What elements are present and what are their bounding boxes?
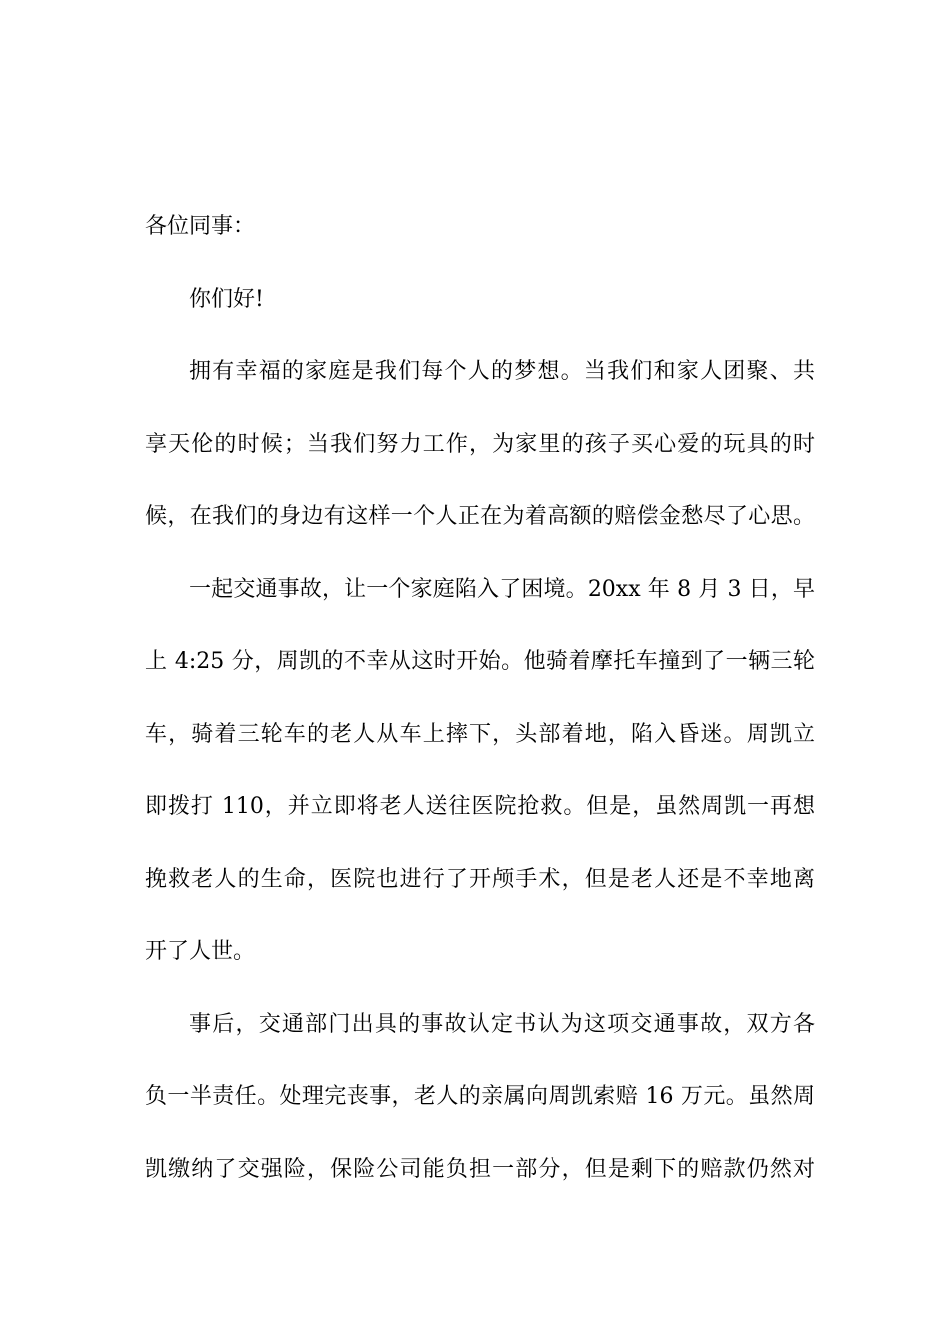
paragraph-line: 上 4:25 分，周凯的不幸从这时开始。他骑着摩托车撞到了一辆三轮: [145, 649, 815, 674]
salutation-line: 你们好!: [189, 286, 264, 312]
paragraph-line: 候，在我们的身边有这样一个人正在为着高额的赔偿金愁尽了心思。: [145, 504, 815, 529]
paragraph-line: 一起交通事故，让一个家庭陷入了困境。20xx 年 8 月 3 日，早: [189, 576, 815, 602]
paragraph-line: 开了人世。: [145, 939, 256, 964]
greeting-line: 各位同事：: [145, 214, 256, 239]
paragraph-line: 拥有幸福的家庭是我们每个人的梦想。当我们和家人团聚、共: [189, 359, 815, 384]
paragraph-line: 享天伦的时候；当我们努力工作，为家里的孩子买心爱的玩具的时: [145, 431, 815, 457]
paragraph-line: 即拨打 110，并立即将老人送往医院抢救。但是，虽然周凯一再想: [145, 794, 815, 819]
paragraph-line: 挽救老人的生命，医院也进行了开颅手术，但是老人还是不幸地离: [145, 866, 815, 892]
paragraph-line: 车，骑着三轮车的老人从车上摔下，头部着地，陷入昏迷。周凯立: [145, 721, 815, 747]
paragraph-line: 负一半责任。处理完丧事，老人的亲属向周凯索赔 16 万元。虽然周: [145, 1084, 815, 1109]
paragraph-line: 事后，交通部门出具的事故认定书认为这项交通事故，双方各: [189, 1011, 815, 1037]
paragraph-line: 凯缴纳了交强险，保险公司能负担一部分，但是剩下的赔款仍然对: [145, 1156, 815, 1182]
document-page: [145, 207, 815, 1222]
